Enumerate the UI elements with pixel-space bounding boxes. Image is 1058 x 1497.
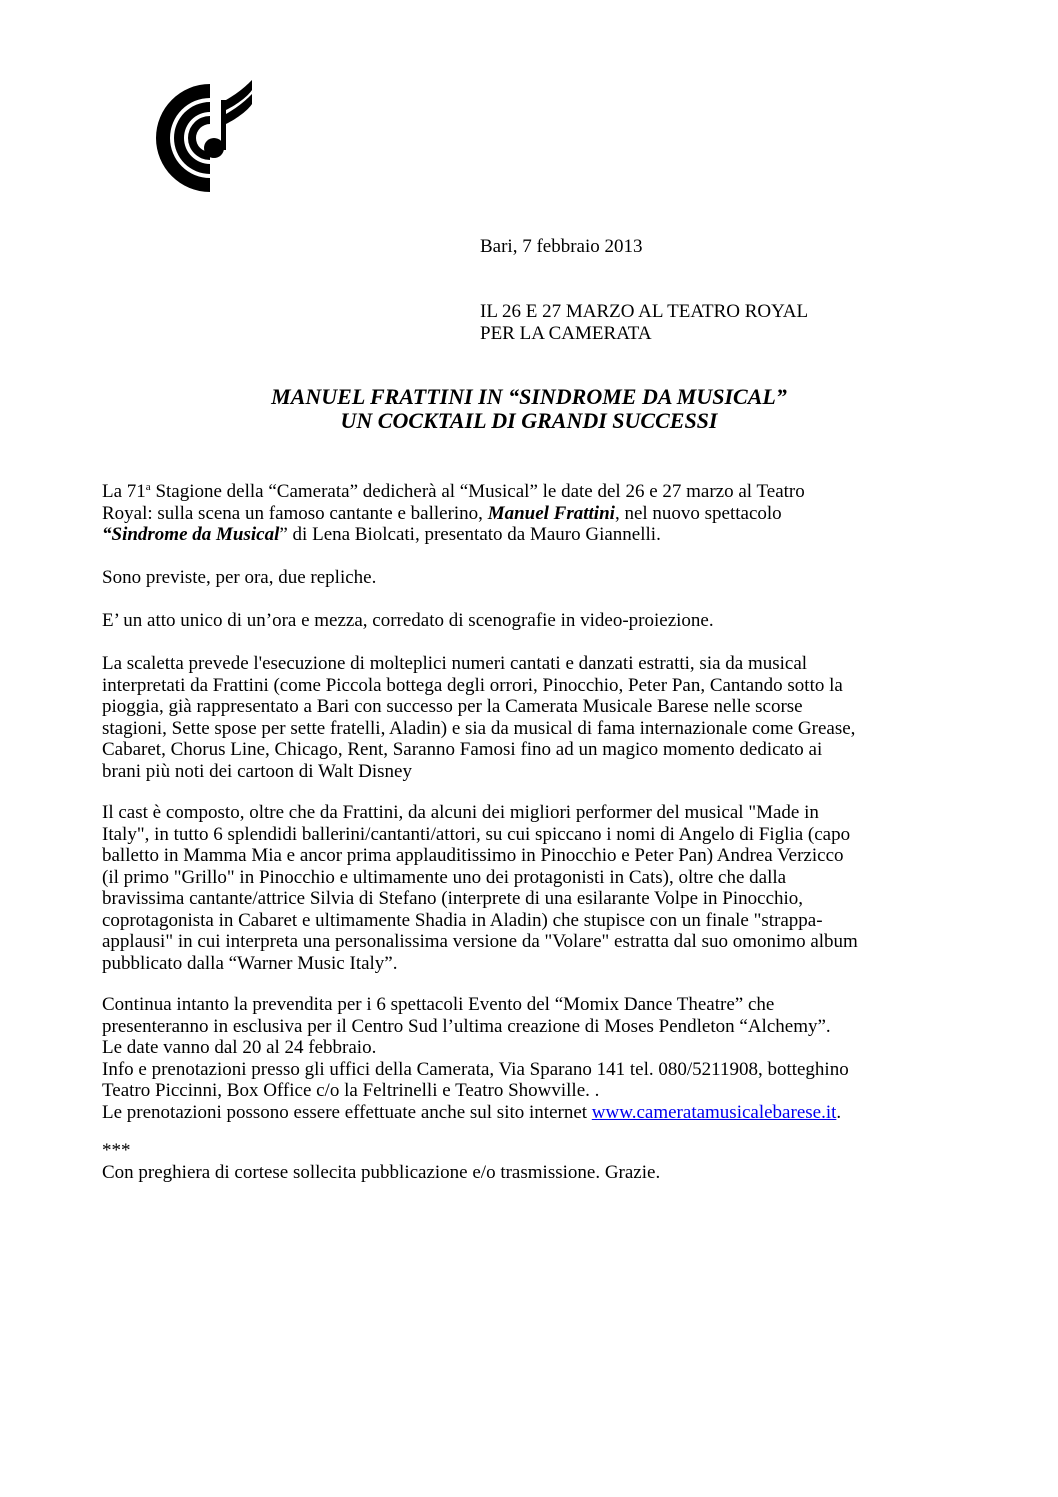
closing-section <box>102 1140 660 1183</box>
text-line <box>102 481 805 503</box>
text-span: ” di Lena Biolcati, presentato da Mauro Giannelli. <box>279 524 661 545</box>
paragraph-atto: E’ un atto unico di un’ora e mezza, corredato di scenografie in video-proiezione. <box>102 610 714 631</box>
performer-name: Manuel Frattini <box>487 502 615 524</box>
text-line: Le date vanno dal 20 al 24 febbraio. <box>102 1037 377 1058</box>
text-line: presenteranno in esclusiva per il Centro Sud l’ultima creazione di Moses Pendleton “Alchemy”. <box>102 1015 831 1037</box>
text-line: Info e prenotazioni presso gli uffici della Camerata, Via Sparano 141 tel. 080/5211908, botteghino <box>102 1058 849 1080</box>
text-line: pubblicato dalla “Warner Music Italy”. <box>102 952 398 974</box>
show-title: “Sindrome da Musical <box>102 524 280 545</box>
text-line: applausi" in cui interpreta una personalissima versione da "Volare" estratta dal suo omonimo album <box>102 931 858 952</box>
text-span: . <box>836 1101 842 1123</box>
text-line: Il cast è composto, oltre che da Frattini, da alcuni dei migliori performer del musical "Made in <box>102 802 819 823</box>
document-date: Bari, 7 febbraio 2013 <box>480 236 643 257</box>
separator-stars: *** <box>102 1140 131 1161</box>
text-line: balletto in Mamma Mia e ancor prima applauditissimo in Pinocchio e Peter Pan) Andrea Verzicco <box>102 845 844 866</box>
closing-text: Con preghiera di cortese sollecita pubblicazione e/o trasmissione. Grazie. <box>102 1161 661 1183</box>
text-line: stagioni, Sette spose per sette fratelli, Aladin) e sia da musical di fama internazionale come Grease, <box>102 717 856 739</box>
text-line: La scaletta prevede l'esecuzione di molteplici numeri cantati e danzati estratti, sia da musical <box>102 653 808 674</box>
paragraph-repliche: Sono previste, per ora, due repliche. <box>102 567 377 588</box>
paragraph-intro <box>102 481 805 546</box>
camerata-logo-icon <box>148 78 258 198</box>
title-line: UN COCKTAIL DI GRANDI SUCCESSI <box>340 408 718 433</box>
subheading-line: PER LA CAMERATA <box>480 322 652 344</box>
title-line: MANUEL FRATTINI IN “SINDROME DA MUSICAL” <box>271 384 787 409</box>
text-line: pioggia, già rappresentato a Bari con successo per la Camerata Musicale Barese nelle scorse <box>102 696 803 717</box>
text-line <box>102 503 805 525</box>
paragraph-scaletta <box>102 653 855 782</box>
text-line: brani più noti dei cartoon di Walt Disney <box>102 760 412 782</box>
text-span: Le prenotazioni possono essere effettuate anche sul sito internet <box>102 1101 592 1123</box>
text-line: Teatro Piccinni, Box Office c/o la Feltrinelli e Teatro Showville. . <box>102 1080 600 1101</box>
paragraph-prevendita <box>102 994 849 1123</box>
text-line <box>102 1102 849 1124</box>
text-line <box>102 524 805 546</box>
text-span: Stagione della “Camerata” dedicherà al “Musical” le date del 26 e 27 marzo al Teatro <box>150 481 805 502</box>
text-line: Continua intanto la prevendita per i 6 spettacoli Evento del “Momix Dance Theatre” che <box>102 994 775 1015</box>
paragraph-cast <box>102 802 858 974</box>
text-line: Cabaret, Chorus Line, Chicago, Rent, Saranno Famosi fino ad un magico momento dedicato ai <box>102 739 823 760</box>
text-line: Italy", in tutto 6 splendidi ballerini/cantanti/attori, su cui spiccano i nomi di Angelo di Figlia (capo <box>102 823 851 845</box>
text-line: interpretati da Frattini (come Piccola bottega degli orrori, Pinocchio, Peter Pan, Cantando sotto la <box>102 674 843 696</box>
subheading-line: IL 26 E 27 MARZO AL TEATRO ROYAL <box>480 301 809 322</box>
text-line: (il primo "Grillo" in Pinocchio e ultimamente uno dei protagonisti in Cats), oltre che dalla <box>102 866 787 888</box>
website-link[interactable]: www.cameratamusicalebarese.it <box>591 1101 837 1123</box>
subheading <box>480 301 808 344</box>
text-span: , nel nuovo spettacolo <box>614 502 782 524</box>
superscript: a <box>145 481 151 493</box>
document-title <box>100 385 958 433</box>
text-line: coprotagonista in Cabaret e ultimamente Shadia in Aladin) che stupisce con un finale "strappa- <box>102 909 823 931</box>
text-span: La 71 <box>102 481 146 502</box>
text-line: bravissima cantante/attrice Silvia di Stefano (interprete di una esilarante Volpe in Pinocchio, <box>102 888 804 909</box>
text-span: Royal: sulla scena un famoso cantante e ballerino, <box>102 502 488 524</box>
